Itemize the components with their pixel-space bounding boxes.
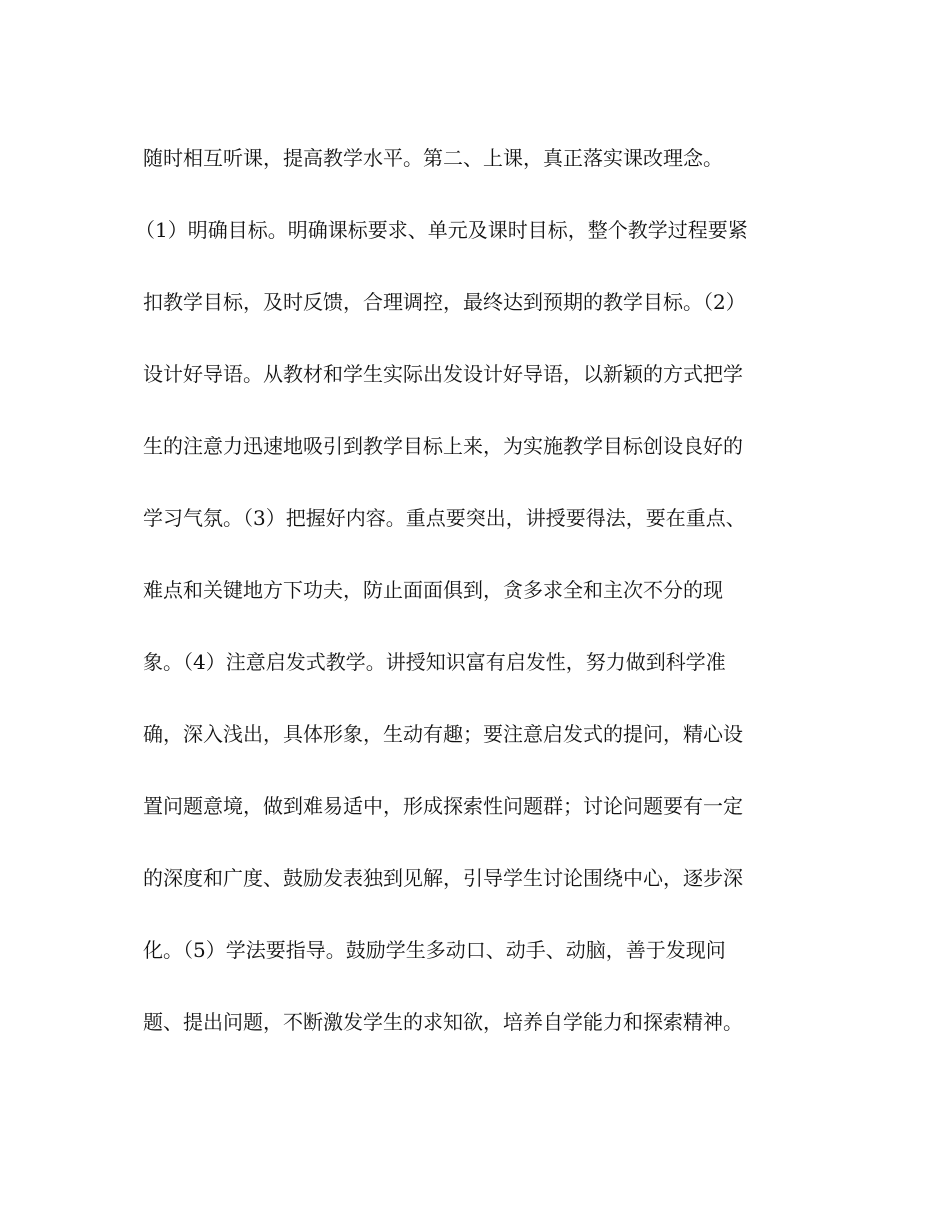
body-text — [135, 138, 823, 1074]
text-line-8: 象。（4）注意启发式教学。讲授知识富有启发性，努力做到科学准 — [143, 650, 726, 674]
text-line-13: 题、提出问题，不断激发学生的求知欲，培养自学能力和探索精神。 — [143, 1010, 743, 1034]
text-line-9: 确，深入浅出，具体形象，生动有趣；要注意启发式的提问，精心设 — [143, 722, 743, 746]
text-line-4: 设计好导语。从教材和学生实际出发设计好导语，以新颖的方式把学 — [143, 362, 743, 386]
text-line-6: 学习气氛。（3）把握好内容。重点要突出，讲授要得法，要在重点、 — [143, 506, 746, 530]
text-line-1: 随时相互听课，提高教学水平。第二、上课，真正落实课改理念。 — [143, 146, 723, 170]
text-line-12: 化。（5）学法要指导。鼓励学生多动口、动手、动脑，善于发现问 — [143, 938, 726, 962]
text-line-3: 扣教学目标，及时反馈，合理调控，最终达到预期的教学目标。（2） — [143, 290, 746, 314]
text-line-2: （1）明确目标。明确课标要求、单元及课时目标，整个教学过程要紧 — [135, 218, 748, 242]
text-line-5: 生的注意力迅速地吸引到教学目标上来，为实施教学目标创设良好的 — [143, 434, 743, 458]
text-line-11: 的深度和广度、鼓励发表独到见解，引导学生讨论围绕中心，逐步深 — [143, 866, 743, 890]
text-line-7: 难点和关键地方下功夫，防止面面俱到，贪多求全和主次不分的现 — [143, 578, 723, 602]
text-line-10: 置问题意境，做到难易适中，形成探索性问题群；讨论问题要有一定 — [143, 794, 743, 818]
